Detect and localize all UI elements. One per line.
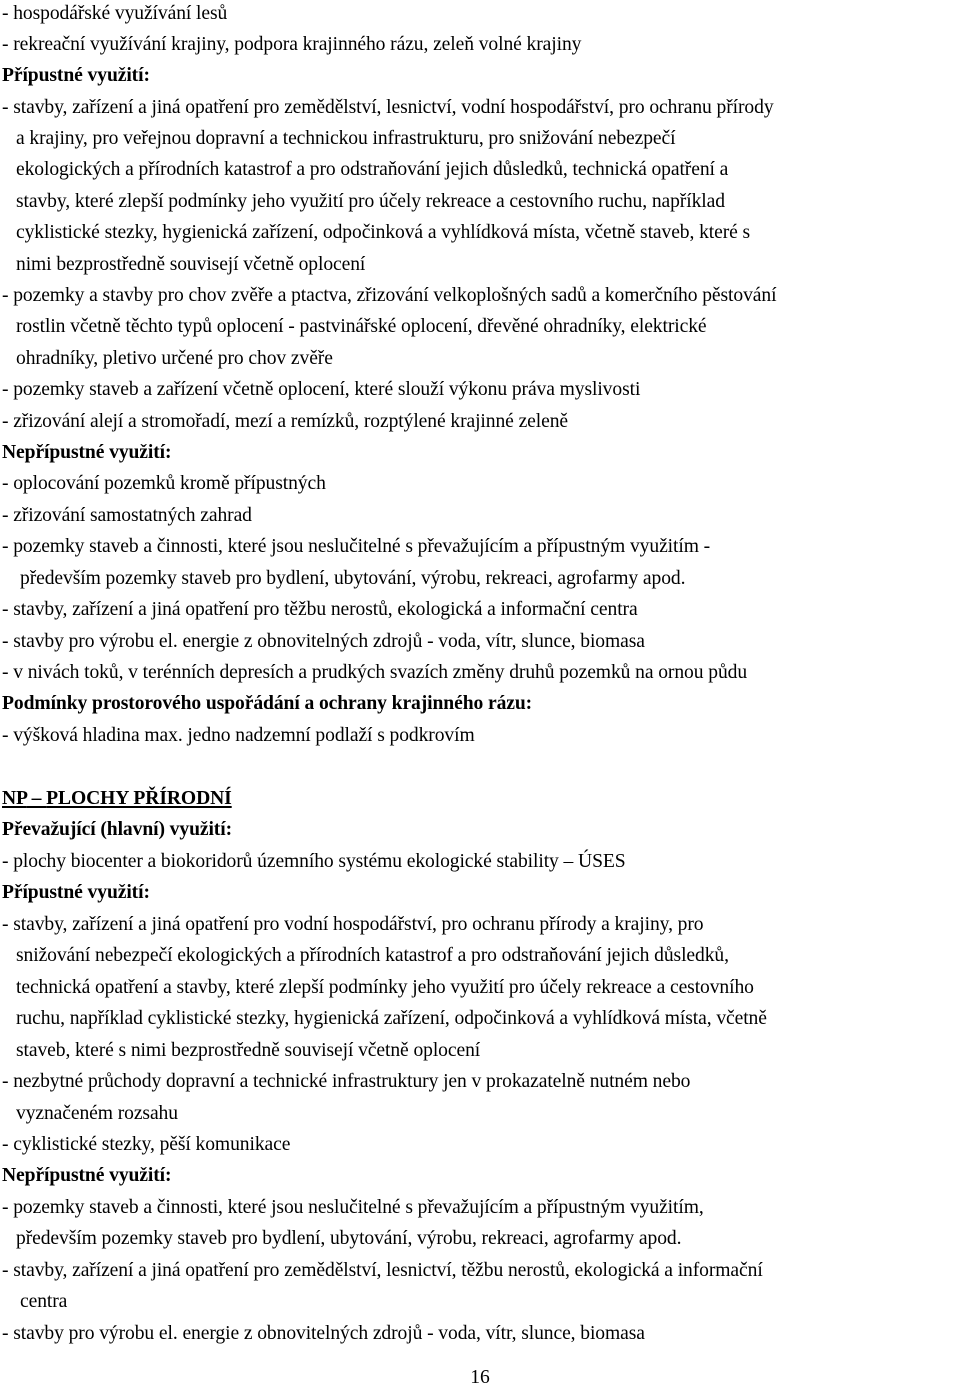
text-line: - stavby, zařízení a jiná opatření pro vodní hospodářství, pro ochranu přírody a krajiny, pro	[2, 914, 704, 935]
section-heading: Nepřípustné využití:	[2, 1165, 172, 1186]
text-line: centra	[20, 1291, 68, 1312]
text-line: - zřizování samostatných zahrad	[2, 505, 252, 526]
text-line: vyznačeném rozsahu	[16, 1103, 178, 1124]
text-line: ekologických a přírodních katastrof a pro odstraňování jejich důsledků, technická opatření a	[16, 159, 729, 180]
text-line: - pozemky staveb a činnosti, které jsou neslučitelné s převažujícím a přípustným využitím -	[2, 536, 711, 557]
text-line: - rekreační využívání krajiny, podpora krajinného rázu, zeleň volné krajiny	[2, 34, 582, 55]
text-line: snižování nebezpečí ekologických a přírodních katastrof a pro odstraňování jejich důsledků,	[16, 945, 729, 966]
section-heading: Nepřípustné využití:	[2, 442, 172, 463]
section-code: NP	[2, 788, 27, 809]
section-separator: –	[26, 788, 47, 809]
text-line: - výšková hladina max. jedno nadzemní podlaží s podkrovím	[2, 725, 475, 746]
text-line: - stavby pro výrobu el. energie z obnovitelných zdrojů - voda, vítr, slunce, biomasa	[2, 631, 645, 652]
section-heading: Převažující (hlavní) využití:	[2, 819, 233, 840]
text-line: - cyklistické stezky, pěší komunikace	[2, 1134, 291, 1155]
text-line: a krajiny, pro veřejnou dopravní a technickou infrastrukturu, pro snižování nebezpečí	[16, 128, 676, 149]
text-line: především pozemky staveb pro bydlení, ubytování, výrobu, rekreaci, agrofarmy apod.	[16, 1228, 682, 1249]
text-line: - pozemky staveb a zařízení včetně oplocení, které slouží výkonu práva myslivosti	[2, 379, 641, 400]
text-line: staveb, které s nimi bezprostředně souvisejí včetně oplocení	[16, 1040, 481, 1061]
section-heading: Přípustné využití:	[2, 65, 150, 86]
text-line: - pozemky a stavby pro chov zvěře a ptactva, zřizování velkoplošných sadů a komerčního pěstování	[2, 285, 777, 306]
text-line: - oplocování pozemků kromě přípustných	[2, 473, 326, 494]
page-number: 16	[470, 1367, 490, 1388]
text-line: - stavby pro výrobu el. energie z obnovitelných zdrojů - voda, vítr, slunce, biomasa	[2, 1323, 645, 1344]
section-heading: Podmínky prostorového uspořádání a ochrany krajinného rázu:	[2, 693, 533, 714]
section-name: PLOCHY PŘÍRODNÍ	[46, 788, 232, 809]
text-line: - v nivách toků, v terénních depresích a prudkých svazích změny druhů pozemků na ornou půdu	[2, 662, 748, 683]
text-line: cyklistické stezky, hygienická zařízení, odpočinková a vyhlídková místa, včetně staveb, které s	[16, 222, 751, 243]
text-line: stavby, které zlepší podmínky jeho využití pro účely rekreace a cestovního ruchu, například	[16, 191, 725, 212]
text-line: - pozemky staveb a činnosti, které jsou neslučitelné s převažujícím a přípustným využitím,	[2, 1197, 704, 1218]
text-line: technická opatření a stavby, které zlepší podmínky jeho využití pro účely rekreace a cestovního	[16, 977, 754, 998]
text-line: - stavby, zařízení a jiná opatření pro zemědělství, lesnictví, těžbu nerostů, ekologická a informační	[2, 1260, 763, 1281]
section-title	[2, 787, 232, 811]
text-line: ohradníky, pletivo určené pro chov zvěře	[16, 348, 333, 369]
text-line: - hospodářské využívání lesů	[2, 3, 228, 24]
text-line: - stavby, zařízení a jiná opatření pro zemědělství, lesnictví, vodní hospodářství, pro ochranu přírody	[2, 97, 774, 118]
section-heading: Přípustné využití:	[2, 882, 150, 903]
text-line: ruchu, například cyklistické stezky, hygienická zařízení, odpočinková a vyhlídková místa, včetně	[16, 1008, 767, 1029]
text-line: rostlin včetně těchto typů oplocení - pastvinářské oplocení, dřevěné ohradníky, elektrické	[16, 316, 707, 337]
text-line: nimi bezprostředně souvisejí včetně oplocení	[16, 254, 366, 275]
text-line: především pozemky staveb pro bydlení, ubytování, výrobu, rekreaci, agrofarmy apod.	[20, 568, 686, 589]
text-line: - zřizování alejí a stromořadí, mezí a remízků, rozptýlené krajinné zeleně	[2, 411, 568, 432]
text-line: - plochy biocenter a biokoridorů územního systému ekologické stability – ÚSES	[2, 851, 626, 872]
text-line: - stavby, zařízení a jiná opatření pro těžbu nerostů, ekologická a informační centra	[2, 599, 638, 620]
text-line: - nezbytné průchody dopravní a technické infrastruktury jen v prokazatelně nutném nebo	[2, 1071, 691, 1092]
